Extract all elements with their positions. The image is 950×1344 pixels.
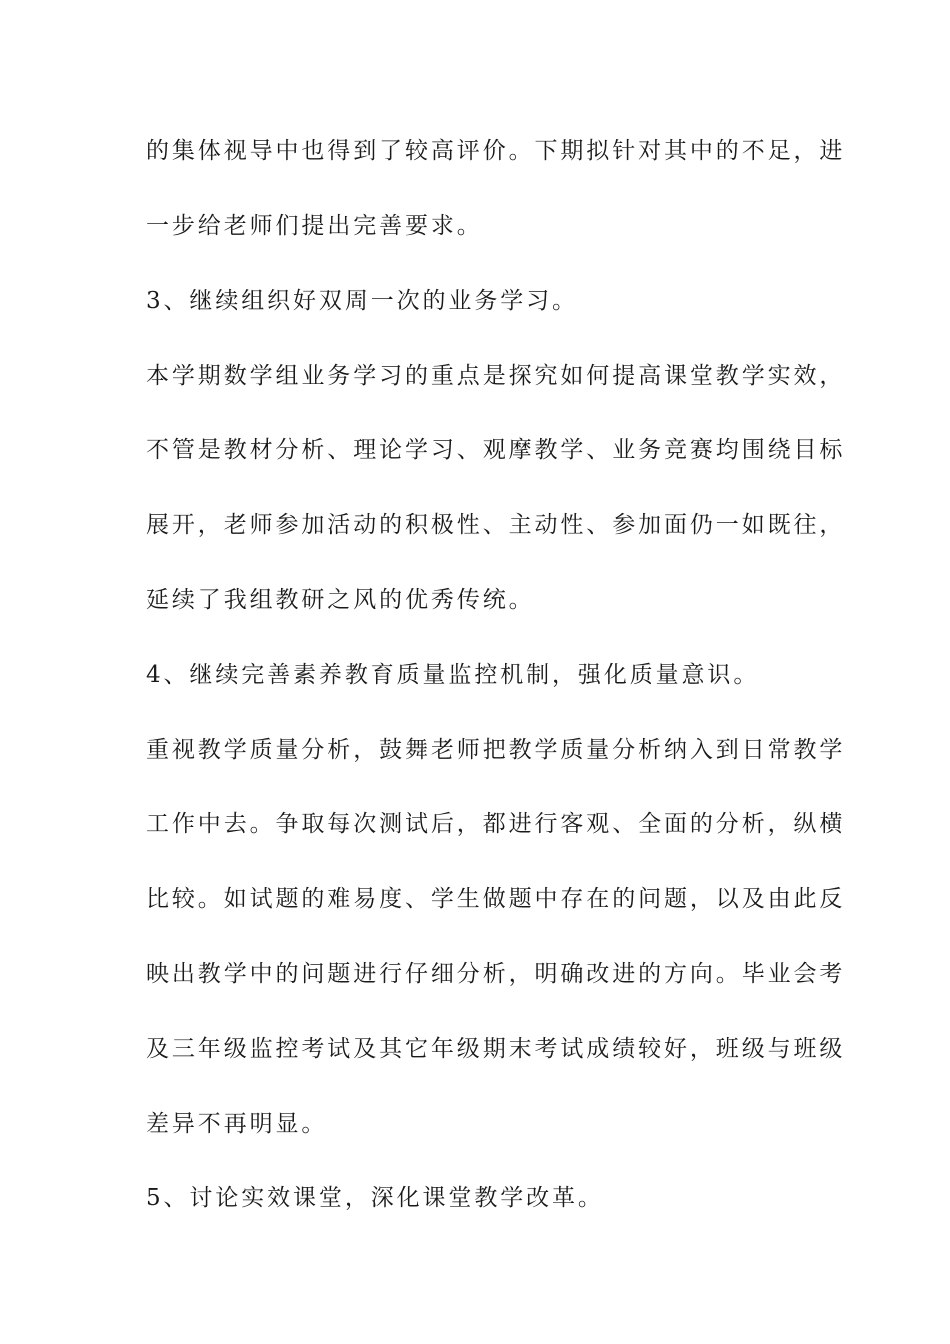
paragraph-line: 映出教学中的问题进行仔细分析，明确改进的方向。毕业会考 [146, 961, 846, 987]
paragraph-line: 及三年级监控考试及其它年级期末考试成绩较好，班级与班级 [146, 1036, 846, 1062]
section-heading: 3、继续组织好双周一次的业务学习。 [146, 288, 578, 314]
paragraph-line: 的集体视导中也得到了较高评价。下期拟针对其中的不足，进 [146, 138, 846, 164]
section-heading: 4、继续完善素养教育质量监控机制，强化质量意识。 [146, 662, 760, 688]
paragraph-line: 展开，老师参加活动的积极性、主动性、参加面仍一如既往， [146, 512, 846, 538]
paragraph-line: 不管是教材分析、理论学习、观摩教学、业务竞赛均围绕目标 [146, 437, 846, 463]
paragraph-line: 一步给老师们提出完善要求。 [146, 213, 483, 239]
paragraph-line: 本学期数学组业务学习的重点是探究如何提高课堂教学实效， [146, 363, 846, 389]
paragraph-line: 重视教学质量分析，鼓舞老师把教学质量分析纳入到日常教学 [146, 737, 846, 763]
paragraph-line: 延续了我组教研之风的优秀传统。 [146, 587, 535, 613]
paragraph-line: 比较。如试题的难易度、学生做题中存在的问题，以及由此反 [146, 886, 846, 912]
paragraph-line: 工作中去。争取每次测试后，都进行客观、全面的分析，纵横 [146, 811, 846, 837]
paragraph-line: 差异不再明显。 [146, 1111, 328, 1137]
section-heading: 5、讨论实效课堂，深化课堂教学改革。 [146, 1185, 604, 1211]
